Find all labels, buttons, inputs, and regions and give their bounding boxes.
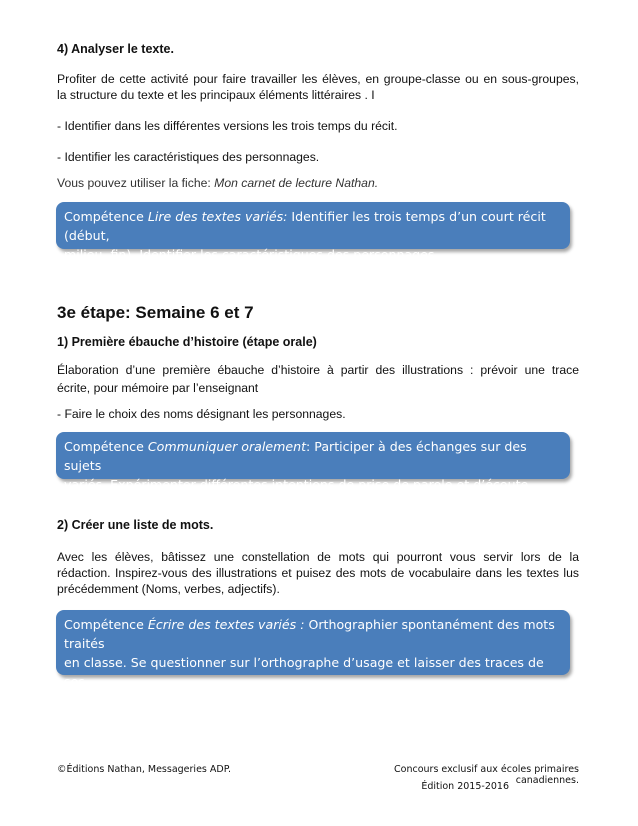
footer-edition: Édition 2015-2016 xyxy=(421,781,509,792)
competence-label: Compétence xyxy=(64,209,148,224)
competence-line xyxy=(64,207,562,245)
subsection-heading: 2) Créer une liste de mots. xyxy=(57,518,214,532)
paragraph-line: précédemment (Noms, verbes, adjectifs). xyxy=(57,582,280,596)
section-heading: 4) Analyser le texte. xyxy=(57,42,174,56)
competence-line xyxy=(64,437,562,475)
competence-line: variés. Expérimenter différentes intentions de prise de parole et d’écoute. xyxy=(64,477,533,492)
competence-box xyxy=(56,202,570,262)
competence-box xyxy=(56,610,570,708)
footer-contest: Concours exclusif aux écoles primaires canadiennes. xyxy=(394,764,579,786)
competence-line xyxy=(64,615,562,653)
paragraph-line: écrite, pour mémoire par l’enseignant xyxy=(57,381,259,395)
competence-label: Compétence xyxy=(64,617,148,632)
resource-line xyxy=(57,175,378,191)
competence-box xyxy=(56,432,570,492)
paragraph-line: Avec les élèves, bâtissez une constellation de mots qui pourront vous servir lors de la xyxy=(57,550,579,564)
competence-text: : Participer à des échanges sur des sujets xyxy=(64,439,527,473)
competence-line: milieu, fin). Identifier les caractéristiques des personnages. xyxy=(64,247,439,262)
bullet-item: - Faire le choix des noms désignant les personnages. xyxy=(57,407,346,421)
competence-title: Lire des textes variés: xyxy=(147,209,288,224)
bullet-item: - Identifier dans les différentes versions les trois temps du récit. xyxy=(57,119,398,133)
competence-label: Compétence xyxy=(64,439,148,454)
competence-title: Écrire des textes variés : xyxy=(147,617,305,632)
competence-text: Orthographier spontanément des mots traités xyxy=(64,617,555,651)
competence-line: doutes. xyxy=(64,693,111,708)
subsection-heading: 1) Première ébauche d’histoire (étape orale) xyxy=(57,335,317,349)
competence-line: en classe. Se questionner sur l’orthographe d’usage et laisser des traces de ses xyxy=(64,655,544,689)
paragraph-line: Élaboration d’une première ébauche d’histoire à partir des illustrations : prévoir une trace xyxy=(57,363,579,377)
resource-title: Mon carnet de lecture Nathan. xyxy=(214,176,379,190)
footer-copyright: ©Éditions Nathan, Messageries ADP. xyxy=(57,764,231,775)
paragraph-line: Profiter de cette activité pour faire travailler les élèves, en groupe-classe ou en sous-groupes, xyxy=(57,72,579,86)
competence-text: Identifier les trois temps d’un court récit (début, xyxy=(64,209,546,243)
paragraph-line: rédaction. Inspirez-vous des illustrations et puisez des mots de vocabulaire dans les textes lus xyxy=(57,566,579,580)
resource-prefix: Vous pouvez utiliser la fiche: xyxy=(57,176,215,190)
paragraph-line: la structure du texte et les principaux éléments littéraires . I xyxy=(57,88,375,102)
stage-heading: 3e étape: Semaine 6 et 7 xyxy=(57,303,254,322)
bullet-item: - Identifier les caractéristiques des personnages. xyxy=(57,150,320,164)
competence-title: Communiquer oralement xyxy=(147,439,307,454)
